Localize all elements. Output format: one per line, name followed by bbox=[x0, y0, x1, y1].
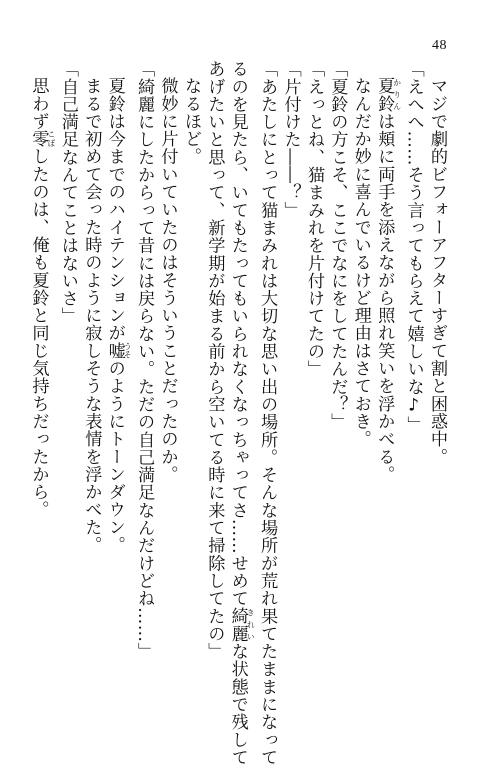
text-line-5: 「夏鈴の方こそ、ここでなにをしてたんだ？」 bbox=[327, 60, 348, 431]
text-line-2: 「えへへ……そう言ってもらえて嬉しいな♪」 bbox=[403, 60, 424, 434]
page-number: 48 bbox=[432, 38, 447, 53]
text-line-16: 「自己満足なんてことはないさ」 bbox=[57, 60, 78, 325]
ruby-annotation: 綺麗きれい bbox=[227, 607, 256, 643]
text-line-9: るのを見たら、いてもたってもいられなくなっちゃってさ……せめて綺麗きれいな状態で残して bbox=[227, 60, 256, 766]
text-line-10: あげたいと思って、新学期が始まる前から空いてる時に来て掃除してたの」 bbox=[204, 60, 225, 661]
text-line-7: 「片付けた――？」 bbox=[280, 60, 301, 219]
ruby-annotation: 夏鈴かりん bbox=[374, 77, 402, 113]
text-line-12: 微妙に片付いていたのはそういうことだったのか。 bbox=[157, 77, 178, 484]
text-line-6: 「えっとね、猫まみれを片付けてたの」 bbox=[303, 60, 324, 378]
text-line-3: 夏鈴かりんは頬に両手を添えながら照れ笑いを浮かべる。 bbox=[374, 77, 402, 484]
text-line-1: マジで劇的ビフォーアフターすぎて割と困惑中。 bbox=[427, 77, 447, 466]
novel-text-column-block bbox=[28, 60, 448, 766]
text-line-17: 思わず零こぼしたのは、俺も夏鈴と同じ気持ちだったから。 bbox=[28, 77, 56, 519]
ruby-annotation: 嘘うそ bbox=[104, 341, 133, 360]
text-line-15: まるで初めて会った時のように寂しそうな表情を浮かべた。 bbox=[81, 77, 102, 554]
text-line-4: なんだか妙に喜んでいるけど理由はさておき。 bbox=[350, 77, 371, 448]
ruby-annotation: 零こぼ bbox=[28, 130, 56, 148]
text-line-13: 「綺麗にしたからって昔には戻らない。ただの自己満足なんだけどね……」 bbox=[134, 60, 155, 661]
text-line-8: 「あたしにとって猫まみれは大切な思い出の場所。そんな場所が荒れ果てたままになって bbox=[257, 60, 278, 766]
text-line-14: 夏鈴は今までのハイテンションが嘘うそのようにトーンダウン。 bbox=[104, 77, 133, 554]
text-line-11: なるほど。 bbox=[180, 77, 201, 166]
